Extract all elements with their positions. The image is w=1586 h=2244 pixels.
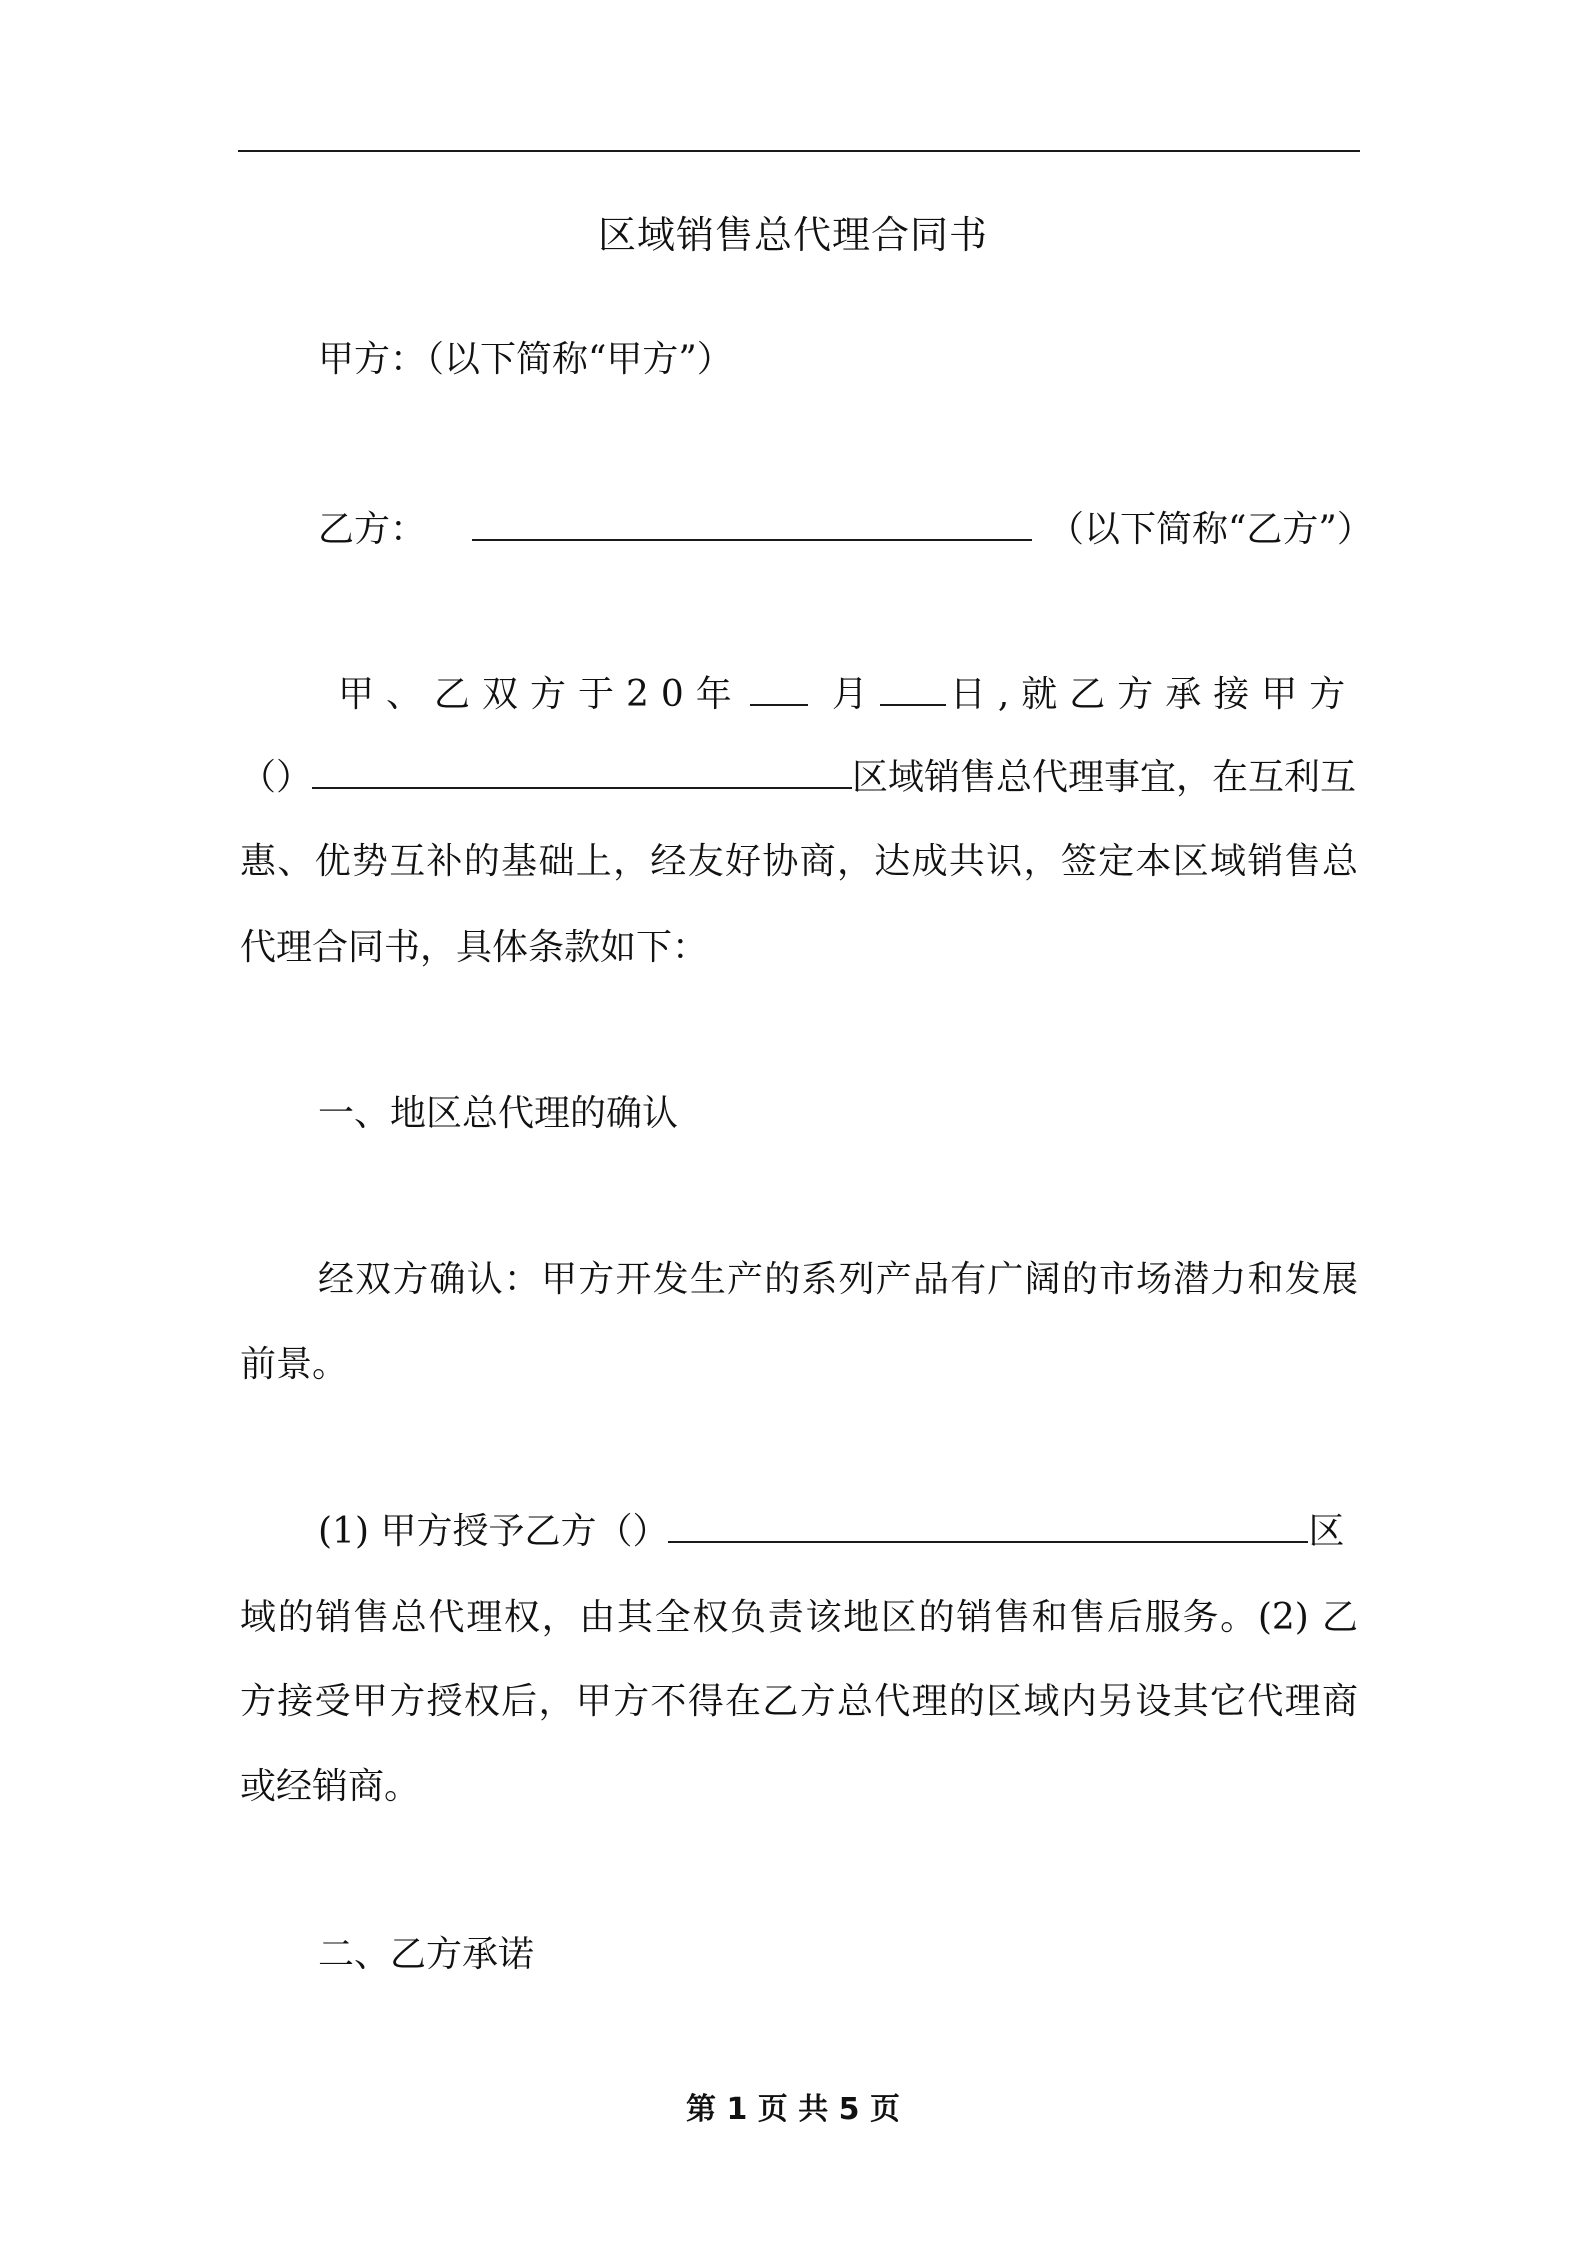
day-blank [880,672,946,706]
intro-line-1 [338,665,1357,725]
section-1-heading: 一、地区总代理的确认 [318,1093,679,1134]
clause-1-line-3: 方接受甲方授权后，甲方不得在乙方总代理的区域内另设其它代理商 [240,1681,1358,1722]
confirm-line-1: 经双方确认：甲方开发生产的系列产品有广阔的市场潜力和发展 [318,1259,1358,1300]
clause-1-line-1 [318,1502,1344,1562]
party-a-line: 甲方：（以下简称“甲方”） [318,339,733,380]
region-blank [312,755,852,789]
intro-line-3: 惠、优势互补的基础上，经友好协商，达成共识，签定本区域销售总 [240,841,1358,882]
page-number: 第 1 页 共 5 页 [686,2092,900,2127]
party-b-suffix: （以下简称“乙方”） [1048,509,1373,550]
month-blank [750,672,808,706]
intro-line1-b: 月 [831,674,880,715]
party-b-line [318,500,1373,560]
party-b-name-blank [472,507,1032,541]
intro-line2-b: 区域销售总代理事宜，在互利互 [852,757,1357,798]
intro-line-4: 代理合同书，具体条款如下： [240,927,709,968]
section-2-heading: 二、乙方承诺 [318,1934,535,1975]
confirm-line-2: 前景。 [240,1344,349,1385]
clause-region-blank [668,1509,1308,1543]
intro-line1-c: 日,就乙方承接甲方 [949,674,1358,715]
intro-line1-a: 甲、乙双方于20年 [338,674,744,715]
header-rule [238,150,1360,152]
clause-1-line-4: 或经销商。 [240,1766,421,1807]
party-b-label: 乙方： [318,509,427,550]
intro-line-2 [240,748,1356,808]
clause1-line1-b: 区 [1308,1511,1345,1552]
intro-line2-a: （） [240,757,313,798]
clause1-line1-a: (1) 甲方授予乙方（） [318,1511,669,1552]
clause-1-line-2: 域的销售总代理权，由其全权负责该地区的销售和售后服务。(2) 乙 [240,1597,1358,1638]
document-title: 区域销售总代理合同书 [597,213,988,257]
